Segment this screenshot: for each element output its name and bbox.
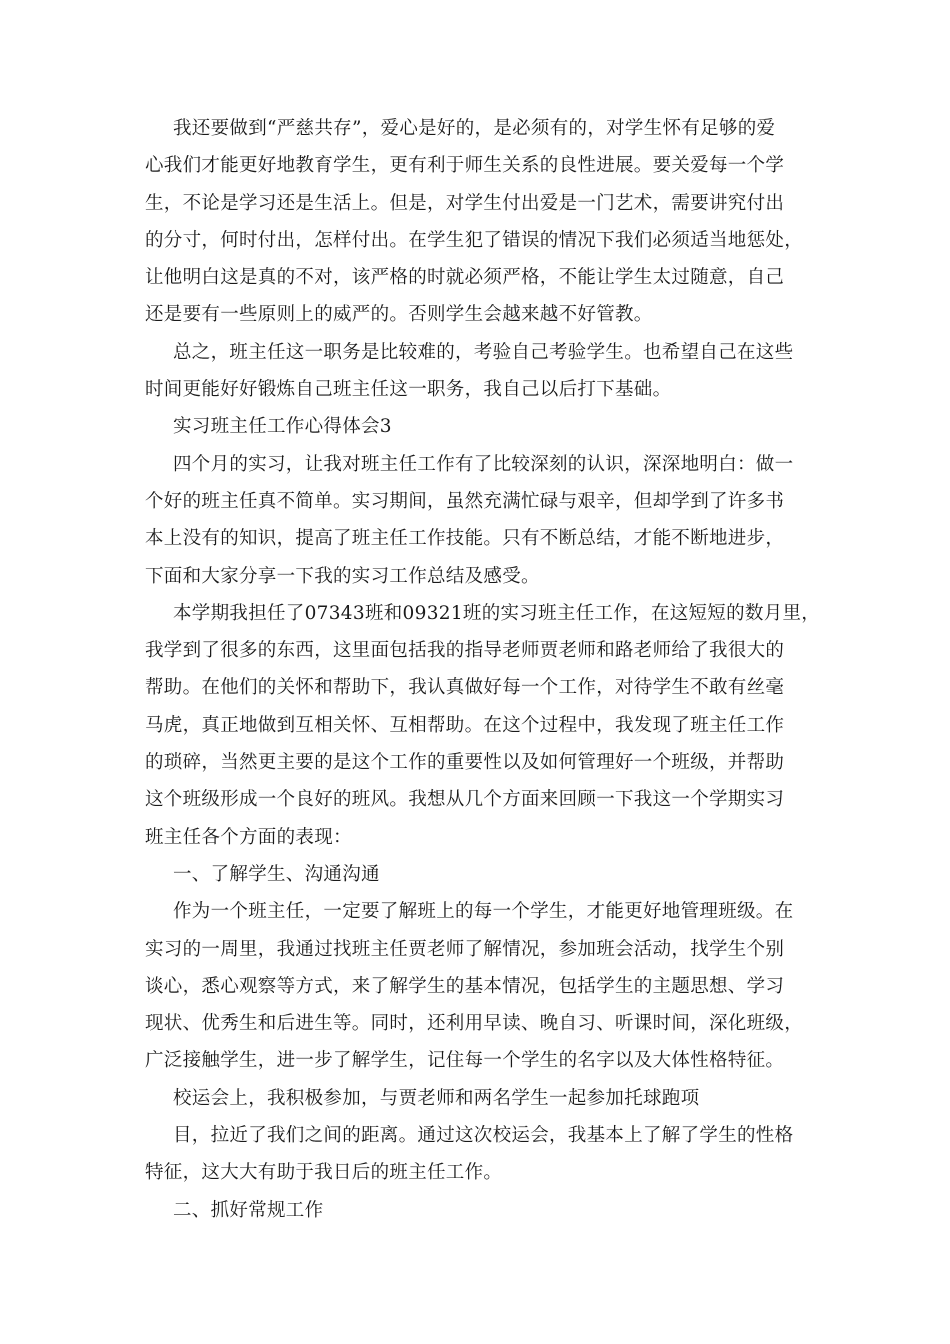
text-line: 四个月的实习，让我对班主任工作有了比较深刻的认识，深深地明白：做一 <box>173 453 794 475</box>
text-line: 目，拉近了我们之间的距离。通过这次校运会，我基本上了解了学生的性格 <box>173 1125 794 1147</box>
paragraph <box>145 1117 813 1192</box>
text-line: 谈心，悉心观察等方式，来了解学生的基本情况，包括学生的主题思想、学习 <box>145 975 785 997</box>
text-line: 实习班主任工作心得体会3 <box>173 416 392 438</box>
text-line: 还是要有一些原则上的威严的。否则学生会越来越不好管教。 <box>145 304 653 326</box>
text-line: 时间更能好好锻炼自己班主任这一职务，我自己以后打下基础。 <box>145 379 672 401</box>
text-line: 现状、优秀生和后进生等。同时，还利用早读、晚自习、听课时间，深化班级， <box>145 1013 804 1035</box>
text-line: 我学到了很多的东西，这里面包括我的指导老师贾老师和路老师给了我很大的 <box>145 640 785 662</box>
section-heading <box>145 1192 813 1229</box>
text-line: 心我们才能更好地教育学生，更有利于师生关系的良性进展。要关爱每一个学 <box>145 155 785 177</box>
text-line: 特征，这大大有助于我日后的班主任工作。 <box>145 1162 503 1184</box>
text-line: 校运会上，我积极参加，与贾老师和两名学生一起参加托球跑项 <box>173 1087 700 1109</box>
text-line: 班主任各个方面的表现： <box>145 826 352 848</box>
text-line: 帮助。在他们的关怀和帮助下，我认真做好每一个工作，对待学生不敢有丝毫 <box>145 677 785 699</box>
text-line: 本上没有的知识，提高了班主任工作技能。只有不断总结，才能不断地进步， <box>145 528 785 550</box>
text-line: 让他明白这是真的不对，该严格的时就必须严格，不能让学生太过随意，自己 <box>145 267 785 289</box>
text-line: 这个班级形成一个良好的班风。我想从几个方面来回顾一下我这一个学期实习 <box>145 789 785 811</box>
paragraph <box>145 1080 813 1117</box>
section-heading <box>145 408 813 445</box>
text-line: 的分寸，何时付出，怎样付出。在学生犯了错误的情况下我们必须适当地惩处， <box>145 229 804 251</box>
paragraph <box>145 446 813 595</box>
text-line: 总之，班主任这一职务是比较难的，考验自己考验学生。也希望自己在这些 <box>173 341 794 363</box>
text-line: 广泛接触学生，进一步了解学生，记住每一个学生的名字以及大体性格特征。 <box>145 1050 785 1072</box>
section-heading <box>145 856 813 893</box>
text-line: 下面和大家分享一下我的实习工作总结及感受。 <box>145 565 540 587</box>
paragraph <box>145 334 813 409</box>
text-line: 个好的班主任真不简单。实习期间，虽然充满忙碌与艰辛，但却学到了许多书 <box>145 490 785 512</box>
text-line: 二、抓好常规工作 <box>173 1199 324 1221</box>
text-line: 生，不论是学习还是生活上。但是，对学生付出爱是一门艺术，需要讲究付出 <box>145 192 785 214</box>
text-line: 马虎，真正地做到互相关怀、互相帮助。在这个过程中，我发现了班主任工作 <box>145 714 785 736</box>
text-line: 我还要做到“严慈共存”，爱心是好的，是必须有的，对学生怀有足够的爱 <box>173 118 776 139</box>
document-body <box>145 110 821 1229</box>
text-line: 作为一个班主任，一定要了解班上的每一个学生，才能更好地管理班级。在 <box>173 901 794 923</box>
paragraph <box>145 595 821 856</box>
text-line: 实习的一周里，我通过找班主任贾老师了解情况，参加班会活动，找学生个别 <box>145 938 785 960</box>
paragraph <box>145 110 813 334</box>
text-line: 一、了解学生、沟通沟通 <box>173 863 380 885</box>
paragraph <box>145 893 813 1079</box>
text-line: 本学期我担任了07343班和09321班的实习班主任工作，在这短短的数月里， <box>173 602 821 624</box>
text-line: 的琐碎，当然更主要的是这个工作的重要性以及如何管理好一个班级，并帮助 <box>145 752 785 774</box>
